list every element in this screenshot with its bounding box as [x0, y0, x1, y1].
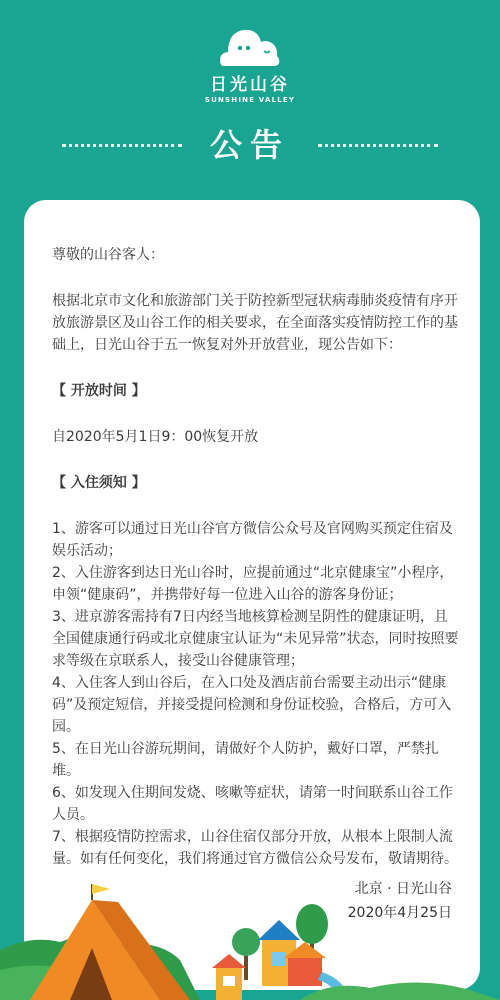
cloud-mascot-icon — [218, 26, 282, 68]
section-title-checkin: 【 入住须知 】 — [52, 475, 146, 491]
section-title-open-time: 【 开放时间 】 — [52, 383, 146, 399]
checkin-item: 7、根据疫情防控需求，山谷住宿仅部分开放，从根本上限制人流量。如有任何变化，我们将通过官方微信公众号发布，敬请期待。 — [52, 829, 458, 867]
notice-title: 公告 — [209, 126, 290, 164]
flag-icon — [92, 884, 110, 894]
open-time-text: 自2020年5月1日9：00恢复开放 — [52, 429, 259, 445]
checkin-item: 1、游客可以通过日光山谷官方微信公众号及官网购买预定住宿及娱乐活动； — [52, 521, 453, 559]
tower-icon — [212, 954, 246, 1000]
checkin-item: 5、在日光山谷游玩期间，请做好个人防护，戴好口罩，严禁扎堆。 — [52, 741, 439, 779]
checkin-item: 2、入住游客到达日光山谷时，应提前通过“北京健康宝”小程序，申领“健康码”，并携带好每一位进入山谷的游客身份证； — [52, 565, 454, 603]
notice-content — [52, 244, 460, 870]
brand-name-en: SUNSHINE VALLEY — [204, 96, 296, 104]
camping-illustration — [0, 880, 500, 1000]
title-row — [0, 120, 500, 170]
signature-date: 2020年4月25日 — [347, 905, 452, 921]
checkin-item: 6、如发现入住期间发烧、咳嗽等症状，请第一时间联系山谷工作人员。 — [52, 785, 453, 823]
dotted-divider-right — [318, 144, 438, 147]
brand-logo — [0, 26, 500, 104]
greeting: 尊敬的山谷客人： — [52, 247, 164, 263]
checkin-item: 3、进京游客需持有7日内经当地核算检测呈阴性的健康证明，且全国健康通行码或北京健康宝认证为“未见异常”状态，同时按照要求等级在京联系人，接受山谷健康管理； — [52, 609, 459, 669]
intro-paragraph: 根据北京市文化和旅游部门关于防控新型冠状病毒肺炎疫情有序开放旅游景区及山谷工作的相关要求，在全面落实疫情防控工作的基础上，日光山谷于五一恢复对外开放营业，现公告如下： — [52, 293, 458, 353]
checkin-item: 4、入住客人到山谷后，在入口处及酒店前台需要主动出示“健康码”及预定短信，并接受提问检测和身份证校验，合格后，方可入园。 — [52, 675, 452, 735]
header — [0, 0, 500, 200]
brand-name-cn: 日光山谷 — [210, 75, 290, 95]
signature-org: 北京 · 日光山谷 — [354, 881, 452, 897]
